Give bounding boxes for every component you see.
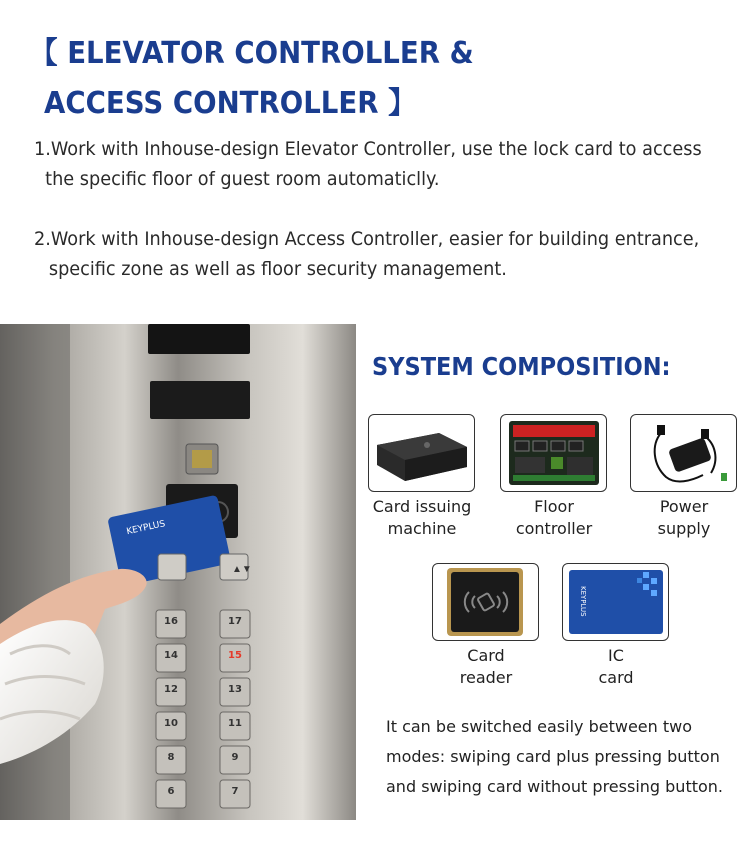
card-issuing-machine-image (368, 414, 475, 492)
svg-text:▲▼: ▲▼ (232, 564, 252, 575)
item-label (432, 645, 540, 689)
floor-button-label: 8 (167, 752, 175, 763)
floor-button-label: 13 (228, 684, 242, 695)
card-issuing-label-2: machine (387, 519, 457, 538)
ic-card-label-1: IC (608, 646, 624, 665)
floor-button-label: 17 (228, 616, 242, 627)
card-reader-label-2: reader (459, 668, 513, 687)
floor-button-label: 9 (231, 752, 239, 763)
ic-card-brand: KEYPLUS (579, 586, 587, 617)
item-label (630, 496, 738, 540)
floor-button-label: 10 (164, 718, 178, 729)
floor-button-label: 14 (164, 650, 178, 661)
floor-button-label: 16 (164, 616, 178, 627)
paragraph-1-line-2: the specific floor of guest room automaticlly. (45, 168, 440, 190)
floor-button-label: 7 (231, 786, 239, 797)
elevator-panel-photo (0, 324, 356, 820)
title-line-1: 【 ELEVATOR CONTROLLER & (30, 36, 474, 71)
card-reader-image (432, 563, 539, 641)
power-supply-image (630, 414, 737, 492)
card-issuing-machine-icon (369, 415, 474, 491)
card-issuing-label-1: Card issuing (372, 497, 472, 516)
mode-description (386, 712, 723, 802)
item-label (368, 496, 476, 540)
card-reader-label-1: Card (467, 646, 505, 665)
floor-button-label: 12 (164, 684, 178, 695)
floor-controller-label-1: Floor (534, 497, 574, 516)
floor-controller-label-2: controller (515, 519, 593, 538)
item-floor-controller (500, 414, 608, 540)
item-power-supply (630, 414, 738, 540)
power-supply-label-1: Power (659, 497, 709, 516)
title-line-2: ACCESS CONTROLLER 】 (44, 86, 416, 121)
item-label (500, 496, 608, 540)
mode-description-line-2: modes: swiping card plus pressing button (386, 747, 720, 766)
item-card-issuing-machine (368, 414, 476, 540)
item-label (562, 645, 670, 689)
paragraph-2-line-1: 2.Work with Inhouse-design Access Controller, easier for building entrance, (34, 228, 700, 250)
floor-controller-image (500, 414, 607, 492)
circuit-board-icon (501, 415, 606, 491)
power-supply-label-2: supply (657, 519, 711, 538)
system-composition-heading: SYSTEM COMPOSITION: (372, 352, 671, 381)
item-card-reader (432, 563, 540, 689)
paragraph-2 (34, 224, 699, 284)
ic-card-label-2: card (598, 668, 634, 687)
photo-card-brand: KEYPLUS (125, 519, 167, 538)
mode-description-line-1: It can be switched easily between two (386, 717, 693, 736)
power-adapter-icon (631, 415, 736, 491)
card-reader-icon (433, 564, 538, 640)
paragraph-1-line-1: 1.Work with Inhouse-design Elevator Controller, use the lock card to access (34, 138, 702, 160)
item-ic-card (562, 563, 670, 689)
floor-button-label: 6 (167, 786, 175, 797)
elevator-panel-illustration (0, 324, 356, 820)
ic-card-icon (563, 564, 668, 640)
mode-description-line-3: and swiping card without pressing button. (386, 777, 723, 796)
floor-button-label: 11 (228, 718, 242, 729)
paragraph-2-line-2: specific zone as well as floor security management. (48, 258, 507, 280)
ic-card-image (562, 563, 669, 641)
paragraph-1 (34, 134, 702, 194)
floor-button-label: 15 (228, 650, 242, 661)
